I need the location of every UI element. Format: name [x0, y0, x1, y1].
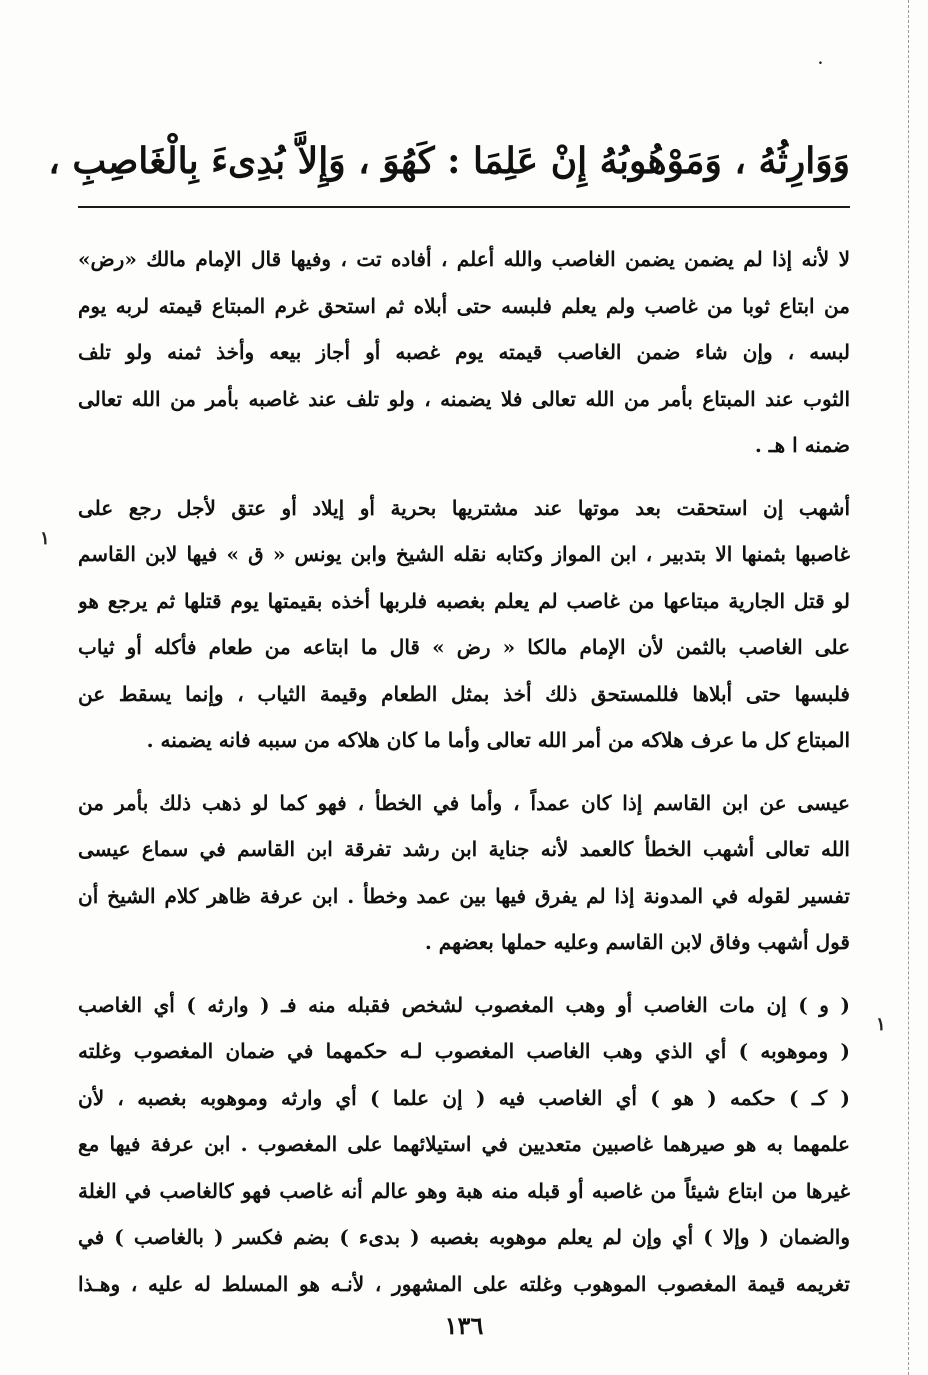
text-line: عيسى عن ابن القاسم إذا كان عمداً ، وأما في الخطأ ، فهو كما لو ذهب ذلك بأمر من	[78, 790, 850, 815]
text-line: غيرها من ابتاع شيئاً من غاصبه أو قبله منه هبة وهو عالم أنه غاصب فهو كالغاصب في الغلة	[78, 1178, 850, 1203]
heading-divider	[78, 206, 850, 208]
text-line: الله تعالى أشهب الخطأ كالعمد لأنه جناية ابن رشد تفرقة ابن القاسم في سماع عيسى	[78, 837, 850, 861]
text-line: أشهب إن استحقت بعد موتها عند مشتريها بحرية أو إيلاد أو عتق لأجل رجع على	[78, 495, 850, 520]
paragraph	[78, 236, 850, 469]
text-line: تغريمه قيمة المغصوب الموهوب وغلته على المشهور ، لأنـه هو المسلط له عليه ، وهـذا	[78, 1271, 850, 1296]
text-line: من ابتاع ثوبا من غاصب ولم يعلم فلبسه حتى أبلاه ثم استحق غرم المبتاع قيمته لربه يوم	[78, 293, 850, 318]
text-line: الثوب عند المبتاع بأمر من الله تعالى فلا يضمنه ، ولو تلف عند غاصبه بأمر من الله تعالى	[78, 386, 850, 411]
text-line: ( كـ ) حكمه ( هو ) أي الغاصب فيه ( إن علما ) أي وارثه وموهوبه بغصبه ، لأن	[78, 1085, 850, 1110]
paragraph	[78, 982, 850, 1308]
page-number: ١٣٦	[444, 1311, 484, 1340]
commentary-body	[78, 236, 850, 1323]
text-line: ( وموهوبه ) أي الذي وهب الغاصب المغصوب لـه حكمهما في ضمان المغصوب وغلته	[78, 1039, 850, 1063]
text-line: ( و ) إن مات الغاصب أو وهب المغصوب لشخص فقبله منه فـ ( وارثه ) أي الغاصب	[78, 992, 850, 1017]
text-line: علمهما به هو صيرهما غاصبين متعديين في استيلائهما على المغصوب . ابن عرفة فيها مع	[78, 1132, 850, 1156]
margin-mark: .	[818, 52, 823, 68]
paragraph	[78, 780, 850, 966]
text-line: لا لأنه إذا لم يضمن يضمن الغاصب والله أعلم ، أفاده تت ، وفيها قال الإمام مالك «رض»	[78, 247, 850, 271]
text-line: فلبسها حتى أبلاها فللمستحق ذلك أخذ بمثل الطعام وقيمة الثياب ، وإنما يسقط عن	[78, 681, 850, 706]
text-line: والضمان ( وإلا ) أي وإن لم يعلم موهوبه بغصبه ( بدىء ) بضم فكسر ( بالغاصب ) في	[78, 1225, 850, 1249]
text-line: لبسه ، وإن شاء ضمن الغاصب قيمته يوم غصبه أو أجاز بيعه وأخذ ثمنه ولو تلف	[78, 340, 850, 364]
margin-mark: ١	[876, 1014, 886, 1035]
text-line: تفسير لقوله في المدونة إذا لم يفرق فيها بين عمد وخطأ . ابن عرفة ظاهر كلام الشيخ أن	[78, 883, 850, 908]
text-line: ضمنه ا هـ .	[754, 433, 850, 457]
page-edge-rule	[908, 0, 909, 1375]
matn-heading: وَوَارِثُهُ ، وَمَوْهُوبُهُ إِنْ عَلِمَا : كَهُوَ ، وَإِلاَّ بُدِىءَ بِالْغَاصِبِ ،	[48, 140, 850, 182]
text-line: قول أشهب وفاق لابن القاسم وعليه حملها بعضهم .	[424, 930, 850, 954]
text-line: لو قتل الجارية مبتاعها من غاصب لم يعلم بغصبه فلربها أخذه بقيمتها يوم قتلها ثم يرجع هو	[78, 588, 850, 613]
text-line: على الغاصب بالثمن لأن الإمام مالكا « رض » قال ما ابتاعه من طعام فأكله أو ثياب	[78, 635, 850, 659]
margin-mark: ١	[40, 528, 50, 549]
text-line: غاصبها بثمنها الا بتدبير ، ابن المواز وكتابه نقله الشيخ وابن يونس « ق » فيها لابن القاسم	[78, 542, 850, 566]
text-line: المبتاع كل ما عرف هلاكه من أمر الله تعالى وأما ما كان هلاكه من سببه فانه يضمنه .	[146, 728, 850, 752]
paragraph	[78, 485, 850, 764]
